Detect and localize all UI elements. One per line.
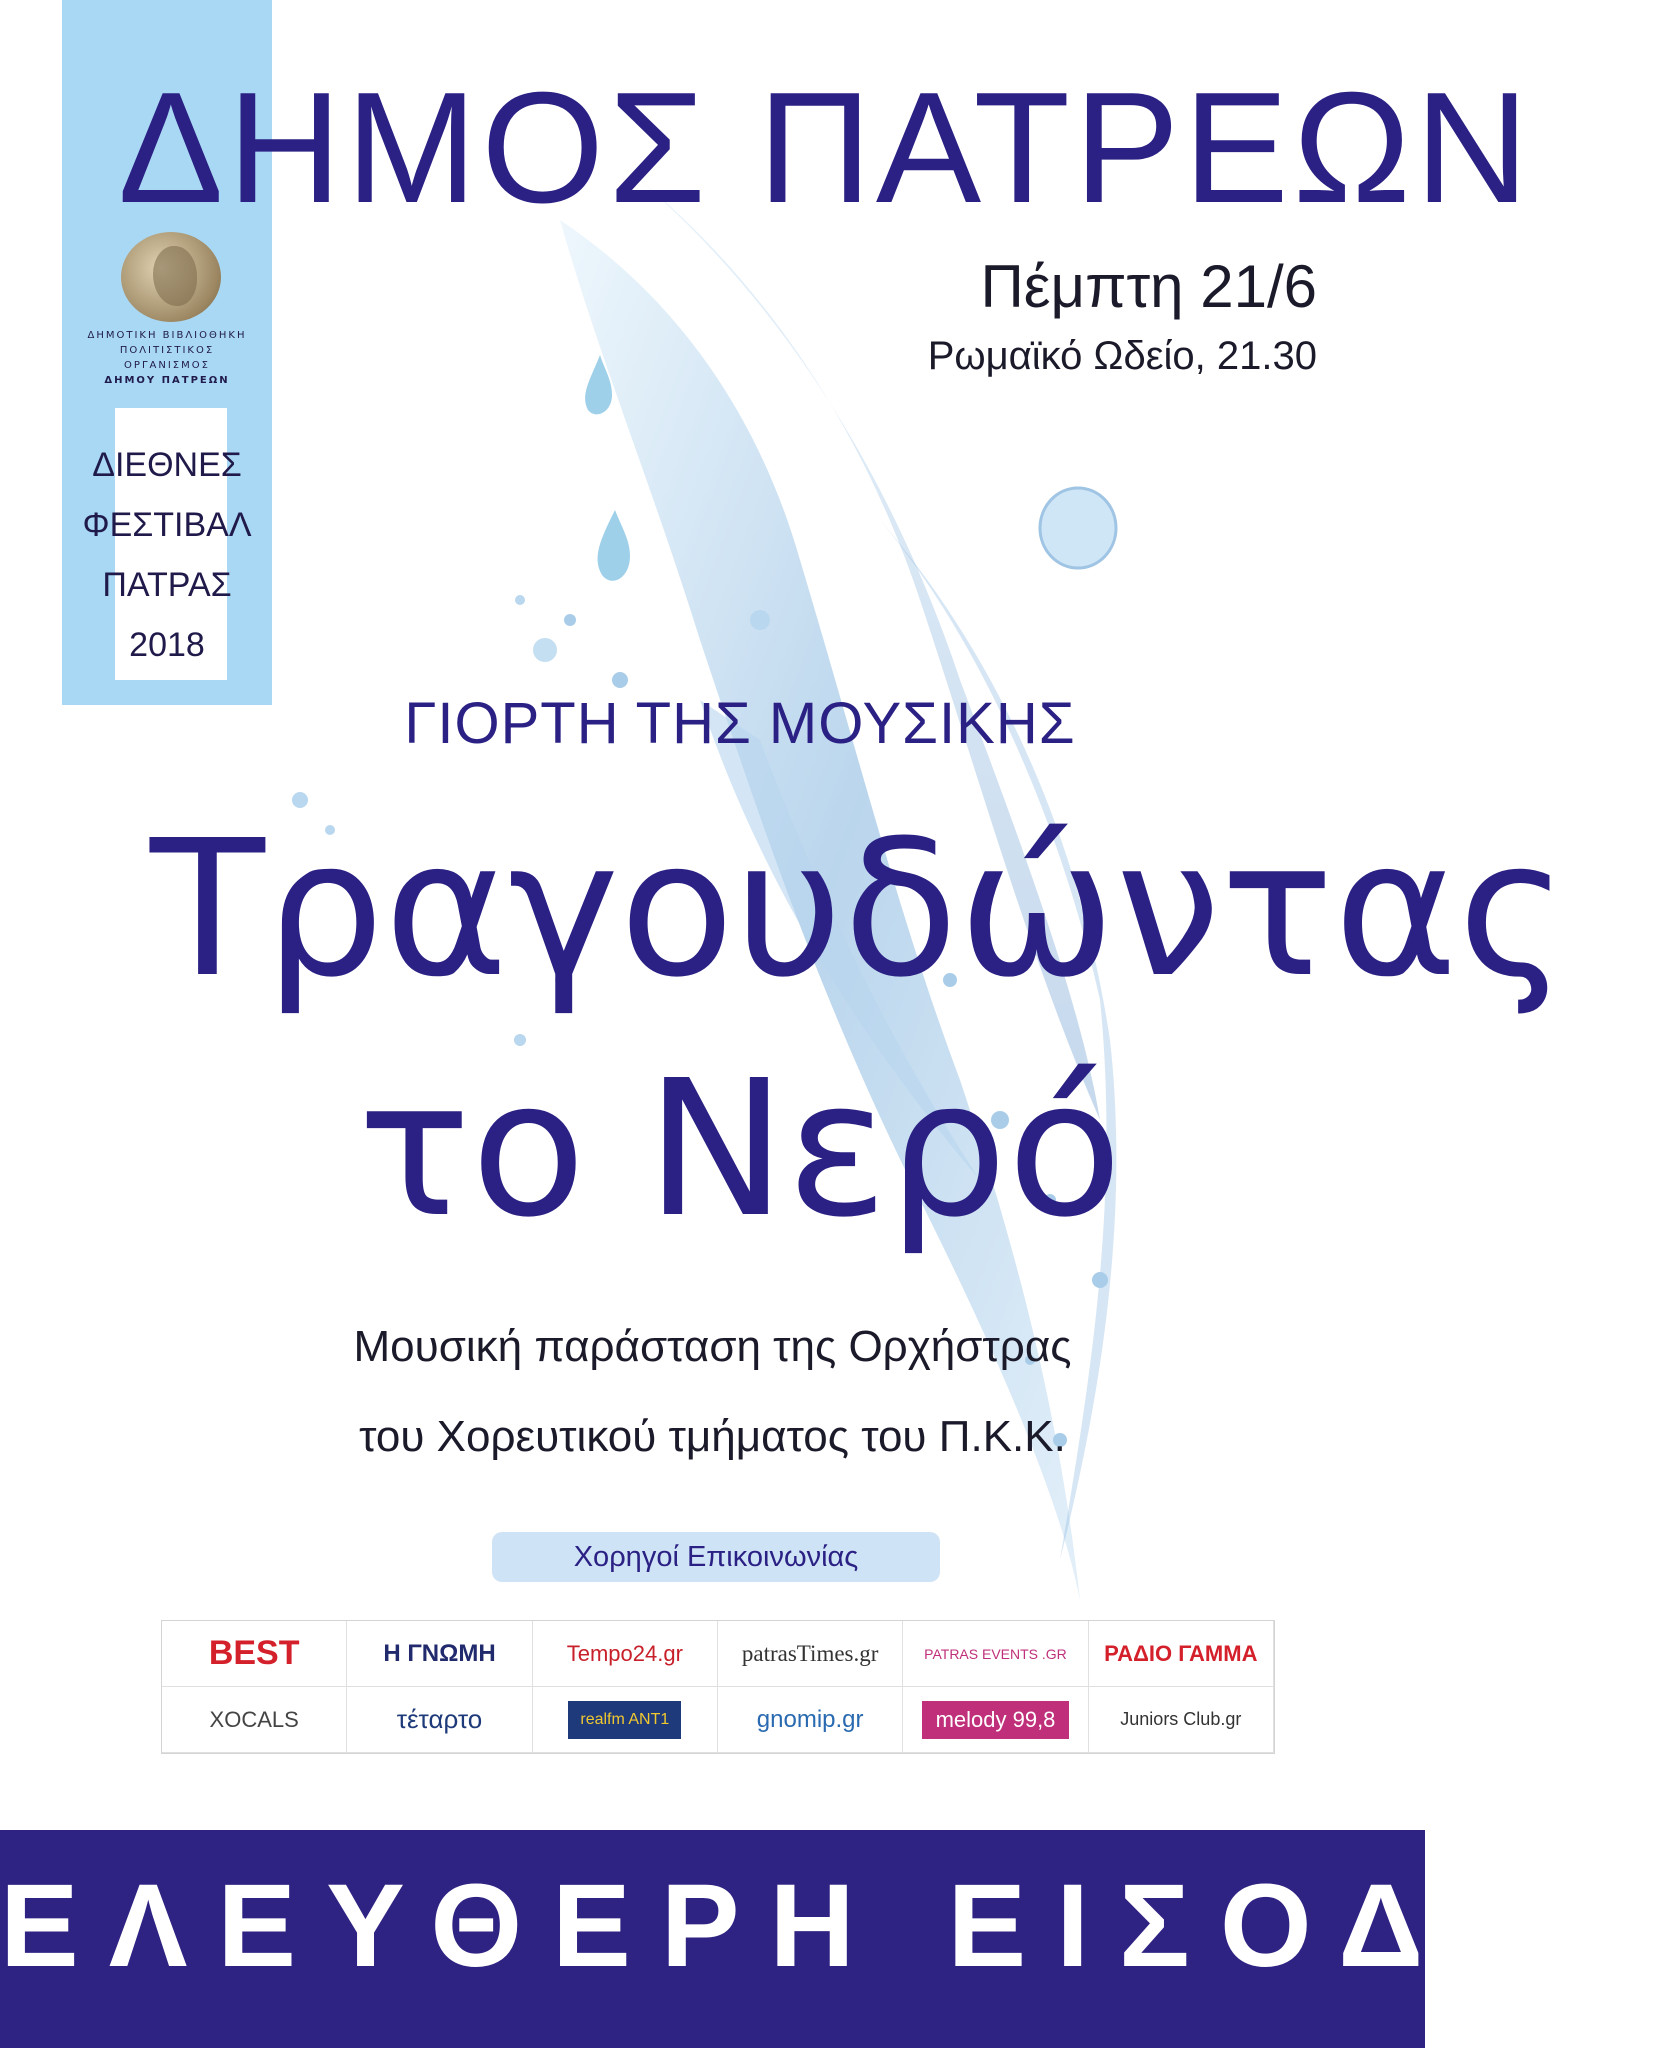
sponsor-logo-text: PATRAS EVENTS .GR	[924, 1645, 1067, 1662]
sponsor-logo	[347, 1621, 532, 1687]
sponsor-logo-text: τέταρτο	[396, 1704, 483, 1734]
sponsor-logo	[903, 1687, 1088, 1753]
description-line-1: Μουσική παράσταση της Ορχήστρας	[353, 1322, 1072, 1371]
sponsor-logo	[718, 1621, 903, 1687]
sponsor-logo	[903, 1621, 1088, 1687]
sponsor-logo-text: realfm ANT1	[568, 1701, 681, 1739]
sponsor-logo-text: gnomip.gr	[756, 1705, 864, 1733]
festival-line-3: ΠΑΤΡΑΣ	[102, 566, 232, 604]
festival-line-4: 2018	[129, 626, 205, 664]
sponsor-logo	[718, 1687, 903, 1753]
sponsor-logo-text: ΡΑΔΙΟ ΓΑΜΜΑ	[1104, 1640, 1258, 1666]
sponsor-logo-text: ΧΟCALS	[209, 1706, 299, 1732]
org-line-2: ΠΟΛΙΤΙΣΤΙΚΟΣ	[119, 345, 215, 356]
sponsor-logo	[1089, 1621, 1274, 1687]
sponsor-logo-text: BEST	[208, 1634, 300, 1672]
sponsor-logo	[162, 1621, 347, 1687]
event-venue: Ρωμαϊκό Ωδείο, 21.30	[927, 334, 1317, 378]
free-entry-text: ΕΛΕΥΘΕΡΗ ΕΙΣΟΔΟΣ	[0, 1860, 1673, 1992]
sponsor-logo	[347, 1687, 532, 1753]
coin-head-relief	[153, 246, 197, 306]
festival-line-2: ΦΕΣΤΙΒΑΛ	[82, 506, 252, 544]
event-title-line-1: Τραγουδώντας	[150, 800, 1569, 1019]
festival-line-1: ΔΙΕΘΝΕΣ	[92, 446, 242, 484]
event-date: Πέμπτη 21/6	[980, 253, 1317, 320]
sponsor-logo-text: Juniors Club.gr	[1120, 1709, 1242, 1729]
sponsor-logo-text: melody 99,8	[922, 1701, 1070, 1739]
event-subtitle: ΓΙΟΡΤΗ ΤΗΣ ΜΟΥΣΙΚΗΣ	[404, 691, 1076, 756]
sponsors-label: Χορηγοί Επικοινωνίας	[492, 1532, 940, 1582]
sponsor-logo	[533, 1621, 718, 1687]
sponsor-logo-text: patrasTimes.gr	[741, 1640, 879, 1666]
sponsor-logo	[162, 1687, 347, 1753]
sponsor-logo	[1089, 1687, 1274, 1753]
org-line-3: ΟΡΓΑΝΙΣΜΟΣ	[124, 360, 210, 371]
sponsor-logo-text: Tempo24.gr	[566, 1640, 683, 1666]
sponsor-logo	[533, 1687, 718, 1753]
main-title: ΔΗΜΟΣ ΠΑΤΡΕΩΝ	[118, 60, 1533, 236]
org-line-1: ΔΗΜΟΤΙΚΗ ΒΙΒΛΙΟΘΗΚΗ	[87, 330, 247, 341]
sponsor-logo-grid	[161, 1620, 1275, 1754]
description-line-2: του Χορευτικού τμήματος του Π.Κ.Κ.	[359, 1412, 1066, 1461]
sponsor-logo-text: Η ΓΝΩΜΗ	[383, 1639, 496, 1667]
event-title-line-2: το Νερό	[357, 1040, 1123, 1259]
org-line-4: ΔΗΜΟΥ ΠΑΤΡΕΩΝ	[104, 375, 230, 386]
